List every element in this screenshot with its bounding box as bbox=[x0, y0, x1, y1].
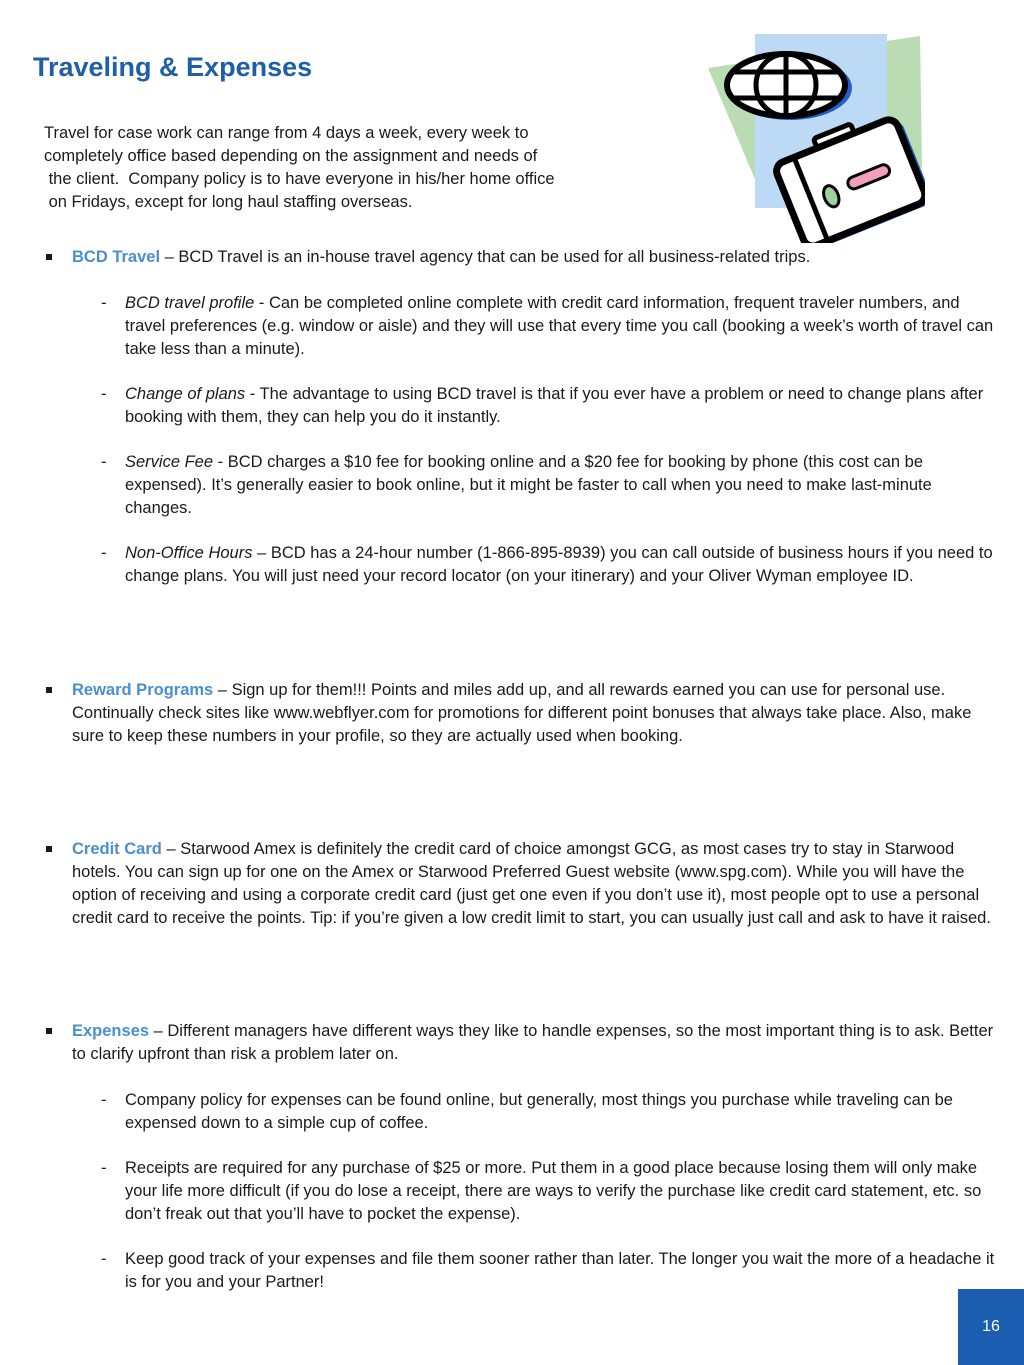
sub-item-text: - The advantage to using BCD travel is that if you ever have a problem or need to change plans after booking with them, they can help you do it instantly. bbox=[125, 385, 984, 426]
sub-item-text: Company policy for expenses can be found online, but generally, most things you purchase while traveling can be expensed down to a simple cup of coffee. bbox=[125, 1091, 953, 1132]
bullet-credit-card bbox=[44, 838, 994, 930]
sub-item-track-expenses bbox=[44, 1248, 995, 1294]
dash-icon: - bbox=[101, 1091, 107, 1109]
page-title: Traveling & Expenses bbox=[33, 52, 313, 82]
bullet-square-icon bbox=[46, 1028, 52, 1034]
sub-item-text: Receipts are required for any purchase of $25 or more. Put them in a good place because losing them will only make your life more difficult (if you do lose a receipt, there are ways to verify the purchase like credit card statement, etc. so don’t freak out that you’ll have to pocket the expense). bbox=[125, 1159, 982, 1223]
sub-item-service-fee bbox=[44, 451, 995, 520]
intro-line: the client. Company policy is to have everyone in his/her home office bbox=[44, 170, 555, 188]
dash-icon: - bbox=[101, 294, 107, 312]
bcd-travel-text: – BCD Travel is an in-house travel agency that can be used for all business-related trips. bbox=[160, 248, 811, 266]
globe-and-suitcase-icon bbox=[700, 28, 925, 243]
bullet-bcd-travel bbox=[44, 246, 994, 269]
expenses-text: – Different managers have different ways they like to handle expenses, so the most important thing is to ask. Better to clarify upfront than risk a problem later on. bbox=[72, 1022, 994, 1063]
sub-item-term: Non-Office Hours bbox=[125, 544, 253, 562]
section-credit-card bbox=[44, 838, 994, 930]
credit-card-text: – Starwood Amex is definitely the credit card of choice amongst GCG, as most cases try to stay in Starwood hotels. You can sign up for one on the Amex or Starwood Preferred Guest website (www.spg.com). While you will have the option of receiving and using a corporate credit card (just get one even if you don’t use it), most people opt to use a personal credit card to receive the points. Tip: if you’re given a low credit limit to start, you can usually just call and ask to have it raised. bbox=[72, 840, 991, 927]
sub-item-receipts bbox=[44, 1157, 995, 1226]
intro-line: on Fridays, except for long haul staffing overseas. bbox=[44, 193, 413, 211]
section-bcd-travel bbox=[44, 246, 994, 588]
sub-item-text: – BCD has a 24-hour number (1-866-895-8939) you can call outside of business hours if you need to change plans. You will just need your record locator (on your itinerary) and your Oliver Wyman employee ID. bbox=[125, 544, 993, 585]
bcd-travel-heading: BCD Travel bbox=[72, 248, 161, 266]
bullet-reward-programs bbox=[44, 679, 994, 748]
dash-icon: - bbox=[101, 1159, 107, 1177]
sub-item-expense-policy bbox=[44, 1089, 995, 1135]
reward-programs-text: – Sign up for them!!! Points and miles add up, and all rewards earned you can use for personal use. Continually check sites like www.webflyer.com for promotions for different point bonuses that always take place. Also, make sure to keep these numbers in your profile, so they are actually used when booking. bbox=[72, 681, 972, 745]
sub-item-text: Keep good track of your expenses and file them sooner rather than later. The longer you wait the more of a headache it is for you and your Partner! bbox=[125, 1250, 995, 1291]
intro-paragraph bbox=[44, 122, 644, 214]
intro-line: completely office based depending on the assignment and needs of bbox=[44, 147, 538, 165]
intro-line: Travel for case work can range from 4 days a week, every week to bbox=[44, 124, 529, 142]
bullet-square-icon bbox=[46, 254, 52, 260]
sub-item-term: Service Fee bbox=[125, 453, 214, 471]
reward-programs-heading: Reward Programs bbox=[72, 681, 214, 699]
section-reward-programs bbox=[44, 679, 994, 748]
page-number: 16 bbox=[958, 1289, 1024, 1365]
sub-item-text: - Can be completed online complete with credit card information, frequent traveler numbers, and travel preferences (e.g. window or aisle) and they will use that every time you call (booking a week’s worth of travel can take less than a minute). bbox=[125, 294, 994, 358]
sub-item-text: - BCD charges a $10 fee for booking online and a $20 fee for booking by phone (this cost can be expensed). It’s generally easier to book online, but it might be faster to call when you need to make last-minute changes. bbox=[125, 453, 932, 517]
sub-item-change-of-plans bbox=[44, 383, 995, 429]
expenses-heading: Expenses bbox=[72, 1022, 150, 1040]
sub-item-term: Change of plans bbox=[125, 385, 246, 403]
bullet-square-icon bbox=[46, 846, 52, 852]
credit-card-heading: Credit Card bbox=[72, 840, 162, 858]
sub-item-non-office-hours bbox=[44, 542, 995, 588]
section-expenses bbox=[44, 1020, 994, 1294]
dash-icon: - bbox=[101, 1250, 107, 1268]
bullet-expenses bbox=[44, 1020, 994, 1066]
sub-item-bcd-profile bbox=[44, 292, 995, 361]
dash-icon: - bbox=[101, 385, 107, 403]
sub-item-term: BCD travel profile bbox=[125, 294, 255, 312]
dash-icon: - bbox=[101, 544, 107, 562]
dash-icon: - bbox=[101, 453, 107, 471]
bullet-square-icon bbox=[46, 687, 52, 693]
